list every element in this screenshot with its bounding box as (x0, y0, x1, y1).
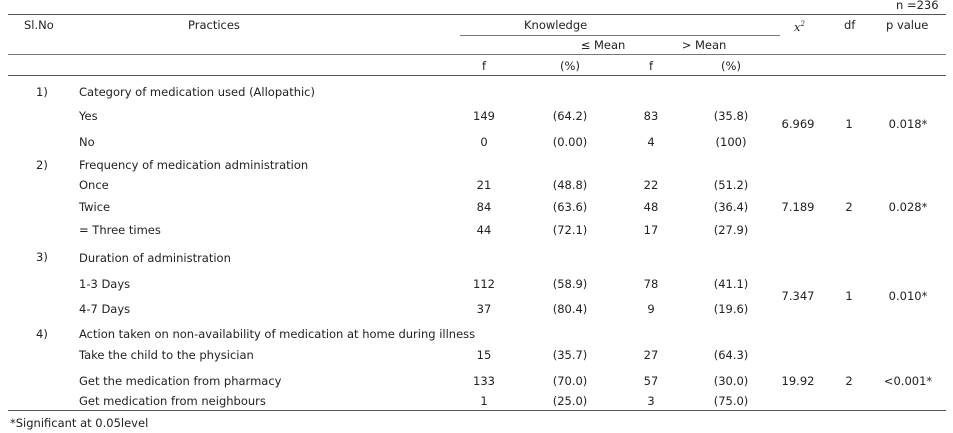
row-f2: 27 (643, 348, 659, 362)
row-label: Yes (79, 109, 98, 123)
row-label: Take the child to the physician (79, 348, 254, 362)
row-label: = Three times (79, 223, 161, 237)
row-label: Get the medication from pharmacy (79, 374, 282, 388)
section-1-df: 1 (845, 117, 853, 131)
header-f2: f (648, 59, 654, 73)
row-f2: 78 (643, 277, 659, 291)
row-pct1: (64.2) (552, 109, 588, 123)
header-f1: f (481, 59, 487, 73)
row-f2: 22 (643, 178, 659, 192)
header-df: df (844, 18, 856, 32)
row-label: 1-3 Days (79, 277, 131, 291)
row-pct2: (51.2) (713, 178, 749, 192)
row-pct2: (64.3) (713, 348, 749, 362)
row-f1: 112 (473, 277, 495, 291)
row-pct1: (0.00) (552, 135, 588, 149)
header-practices: Practices (188, 18, 240, 32)
row-pct1: (70.0) (552, 374, 588, 388)
section-4-p: <0.001* (883, 374, 933, 388)
footnote: *Significant at 0.05level (10, 416, 149, 430)
row-pct1: (58.9) (552, 277, 588, 291)
section-3-df: 1 (845, 289, 853, 303)
row-f1: 84 (476, 200, 492, 214)
header-pct1: (%) (560, 59, 580, 73)
row-label: Once (79, 178, 109, 192)
section-2-df: 2 (845, 200, 853, 214)
row-pct1: (25.0) (552, 394, 588, 408)
row-label: Twice (79, 200, 111, 214)
section-3-p: 0.010* (888, 289, 928, 303)
row-f1: 21 (476, 178, 492, 192)
row-f1: 149 (473, 109, 495, 123)
sample-size: n =236 (896, 0, 939, 12)
row-pct2: (19.6) (713, 302, 749, 316)
row-pct1: (80.4) (552, 302, 588, 316)
header-p-value: p value (886, 18, 929, 32)
header-le-mean: ≤ Mean (580, 38, 626, 52)
section-1-p: 0.018* (888, 117, 928, 131)
table-bottom-rule (8, 410, 946, 411)
row-f1: 15 (476, 348, 492, 362)
row-pct2: (100) (715, 135, 747, 149)
row-pct2: (36.4) (713, 200, 749, 214)
row-f1: 1 (480, 394, 488, 408)
row-pct2: (27.9) (713, 223, 749, 237)
row-pct1: (35.7) (552, 348, 588, 362)
row-label: No (79, 135, 95, 149)
row-f2: 4 (647, 135, 655, 149)
row-pct2: (30.0) (713, 374, 749, 388)
section-3-chi: 7.347 (781, 289, 815, 303)
row-label: Get medication from neighbours (79, 394, 266, 408)
section-2-chi: 7.189 (781, 200, 815, 214)
table-top-rule (8, 14, 946, 15)
header-gt-mean: > Mean (681, 38, 727, 52)
section-1-chi: 6.969 (781, 117, 815, 131)
section-4-number: 4) (36, 327, 48, 341)
chi-symbol: x (794, 19, 801, 34)
row-f1: 133 (473, 374, 495, 388)
subheader-rule (8, 54, 946, 55)
row-f2: 9 (647, 302, 655, 316)
row-f2: 3 (647, 394, 655, 408)
row-pct1: (63.6) (552, 200, 588, 214)
row-f2: 17 (643, 223, 659, 237)
section-1-number: 1) (36, 85, 48, 99)
section-4-df: 2 (845, 374, 853, 388)
section-2-title: Frequency of medication administration (79, 158, 309, 172)
row-f2: 57 (643, 374, 659, 388)
row-f1: 37 (476, 302, 492, 316)
section-4-chi: 19.92 (781, 374, 815, 388)
section-2-p: 0.028* (888, 200, 928, 214)
knowledge-rule (460, 35, 780, 36)
section-2-number: 2) (36, 158, 48, 172)
row-pct2: (41.1) (713, 277, 749, 291)
header-chi-square (794, 17, 805, 34)
row-pct2: (75.0) (713, 394, 749, 408)
row-pct1: (72.1) (552, 223, 588, 237)
section-4-title: Action taken on non-availability of medication at home during illness (79, 327, 476, 341)
row-label: 4-7 Days (79, 302, 131, 316)
row-pct2: (35.8) (713, 109, 749, 123)
row-f1: 44 (476, 223, 492, 237)
row-f2: 83 (643, 109, 659, 123)
row-pct1: (48.8) (552, 178, 588, 192)
header-slno: Sl.No (24, 18, 54, 32)
section-3-number: 3) (36, 250, 48, 264)
chi-superscript: 2 (800, 20, 805, 28)
section-1-title: Category of medication used (Allopathic) (79, 85, 315, 99)
header-bottom-rule (8, 75, 946, 76)
row-f1: 0 (480, 135, 488, 149)
header-pct2: (%) (721, 59, 741, 73)
row-f2: 48 (643, 200, 659, 214)
section-3-title: Duration of administration (79, 251, 231, 265)
header-knowledge: Knowledge (524, 18, 588, 32)
